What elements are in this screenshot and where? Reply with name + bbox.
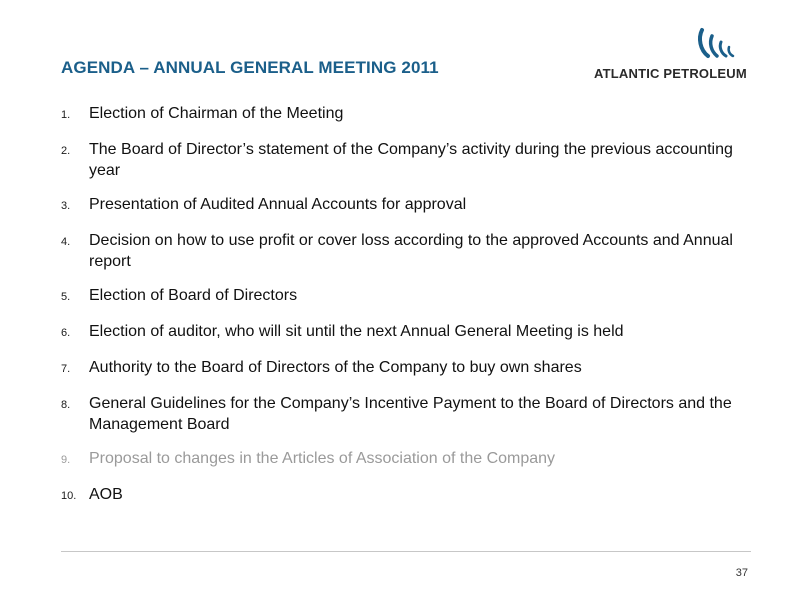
agenda-item-number: 4. <box>61 236 71 248</box>
agenda-item <box>61 230 751 272</box>
agenda-item <box>61 393 751 435</box>
agenda-item-text: The Board of Director’s statement of the Company’s activity during the previous accounting year <box>89 141 733 179</box>
agenda-item-number: 3. <box>61 200 71 212</box>
agenda-item-text: Election of Chairman of the Meeting <box>89 105 344 122</box>
agenda-item <box>61 484 751 507</box>
agenda-item-number: 5. <box>61 291 71 303</box>
agenda-list <box>61 103 751 520</box>
atlantic-petroleum-logo-icon <box>696 26 736 62</box>
footer-divider <box>61 551 751 552</box>
agenda-item-text: Presentation of Audited Annual Accounts for approval <box>89 196 467 213</box>
agenda-item-number: 1. <box>61 109 71 121</box>
agenda-item-text: AOB <box>89 486 123 503</box>
agenda-item-text: Authority to the Board of Directors of the Company to buy own shares <box>89 359 582 376</box>
agenda-item <box>61 285 751 308</box>
agenda-item-text: Proposal to changes in the Articles of Association of the Company <box>89 450 556 467</box>
agenda-item-number: 7. <box>61 363 71 375</box>
agenda-item-number: 10. <box>61 490 77 502</box>
agenda-item-number: 6. <box>61 327 71 339</box>
agenda-item-text: Election of auditor, who will sit until the next Annual General Meeting is held <box>89 323 624 340</box>
page-title: AGENDA – ANNUAL GENERAL MEETING 2011 <box>61 58 439 77</box>
agenda-item <box>61 194 751 217</box>
agenda-item-text: General Guidelines for the Company’s Incentive Payment to the Board of Directors and the Management Board <box>89 395 732 433</box>
agenda-item-text: Election of Board of Directors <box>89 287 298 304</box>
company-logo <box>590 26 750 86</box>
page-number: 37 <box>735 567 748 579</box>
agenda-item <box>61 357 751 380</box>
agenda-item <box>61 139 751 181</box>
logo-wordmark: ATLANTIC PETROLEUM <box>594 66 747 81</box>
agenda-item-text: Decision on how to use profit or cover loss according to the approved Accounts and Annual report <box>89 232 733 270</box>
agenda-item <box>61 321 751 344</box>
agenda-item-number: 8. <box>61 399 71 411</box>
agenda-item-muted <box>61 448 751 471</box>
agenda-item <box>61 103 751 126</box>
agenda-item-number: 2. <box>61 145 71 157</box>
agenda-item-number: 9. <box>61 454 71 466</box>
